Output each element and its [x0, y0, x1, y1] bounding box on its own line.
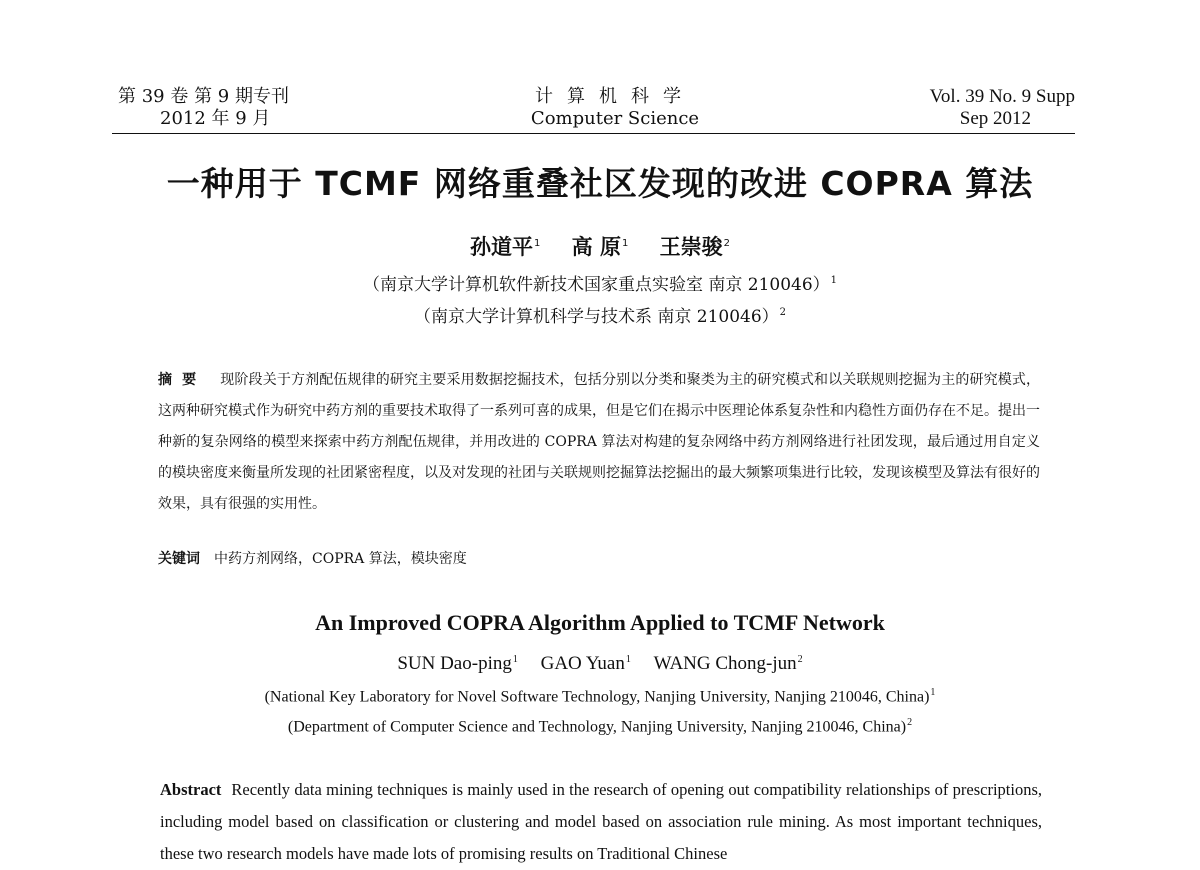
author-name: 孙道平 [469, 235, 533, 259]
journal-volume-info-en [930, 86, 1075, 130]
volume-issue-en: Vol. 39 No. 9 Supp [929, 86, 1075, 107]
author-cn [572, 235, 629, 259]
affiliation-en [0, 687, 1200, 706]
affiliation-text: （南京大学计算机软件新技术国家重点实验室 南京 210046） [362, 275, 830, 295]
keywords-label-cn: 关键词 [158, 551, 200, 567]
volume-issue: 第 39 卷 第 9 期专刊 [118, 86, 289, 107]
author-cn [470, 235, 540, 259]
paper-title-en: An Improved COPRA Algorithm Applied to TCMF Network [315, 610, 885, 635]
author-name: WANG Chong-jun [653, 653, 797, 674]
author-list-cn [0, 231, 1200, 261]
author-affiliation-mark: 1 [533, 238, 541, 249]
author-affiliation-mark: 2 [723, 238, 731, 249]
abstract-text-en: Recently data mining techniques is mainly used in the research of opening out compatibility relationships of prescriptions, including model based on classification or clustering and model based on association rule mining. As most important techniques, these two research models have made lots of promising results on Traditional Chinese [160, 780, 1042, 863]
journal-name-en: Computer Science [530, 108, 700, 129]
author-en [397, 653, 518, 674]
author-affiliation-mark: 1 [625, 653, 631, 665]
issue-date-cn: 2012 年 9 月 [160, 108, 271, 129]
author-en [541, 653, 631, 674]
issue-date-en: Sep 2012 [959, 108, 1031, 129]
author-cn [660, 235, 730, 259]
abstract-cn [158, 365, 1040, 520]
author-affiliation-mark: 1 [621, 238, 629, 249]
author-name: 王崇骏 [659, 235, 723, 259]
header-rule [112, 133, 1075, 134]
affiliation-mark: 2 [779, 307, 787, 319]
affiliation-cn [0, 270, 1200, 295]
affiliation-text: (Department of Computer Science and Technology, Nanjing University, Nanjing 210046, China) [287, 718, 907, 736]
affiliation-mark: 2 [907, 717, 913, 728]
abstract-text-cn: 现阶段关于方剂配伍规律的研究主要采用数据挖掘技术，包括分别以分类和聚类为主的研究模式和以关联规则挖掘为主的研究模式，这两种研究模式作为研究中药方剂的重要技术取得了一系列可喜的成果，但是它们在揭示中医理论体系复杂性和内稳性方面仍存在不足。提出一种新的复杂网络的模型来探索中药方剂配伍规律，并用改进的 COPRA 算法对构建的复杂网络中药方剂网络进行社团发现，最后通过用自定义的模块密度来衡量所发现的社团紧密程度，以及对发现的社团与关联规则挖掘算法挖掘出的最大频繁项集进行比较，发现该模型及算法有很好的效果，具有很强的实用性。 [158, 372, 1041, 512]
abstract-label-cn: 摘要 [158, 372, 207, 388]
author-name: GAO Yuan [540, 653, 625, 674]
running-header [0, 86, 1200, 136]
journal-name [500, 86, 730, 130]
affiliation-mark: 1 [830, 275, 838, 287]
paper-title-cn: 一种用于 TCMF 网络重叠社区发现的改进 COPRA 算法 [166, 164, 1034, 203]
journal-name-cn: 计算机科学 [535, 86, 695, 107]
journal-volume-info [118, 86, 289, 130]
affiliation-text: （南京大学计算机科学与技术系 南京 210046） [413, 307, 779, 327]
keywords-cn [158, 548, 467, 568]
author-name: SUN Dao-ping [397, 653, 512, 674]
keywords-text-cn: 中药方剂网络，COPRA 算法，模块密度 [214, 551, 467, 567]
author-name: 高 原 [571, 235, 621, 259]
author-list-en [0, 653, 1200, 675]
abstract-label-en: Abstract [160, 780, 222, 799]
author-affiliation-mark: 2 [797, 653, 803, 665]
author-affiliation-mark: 1 [512, 653, 518, 665]
affiliation-mark: 1 [930, 687, 936, 698]
affiliation-cn [0, 302, 1200, 327]
affiliation-en [0, 717, 1200, 736]
affiliation-text: (National Key Laboratory for Novel Software Technology, Nanjing University, Nanjing 210046, China) [264, 688, 930, 706]
abstract-en [160, 774, 1042, 870]
author-en [654, 653, 803, 674]
